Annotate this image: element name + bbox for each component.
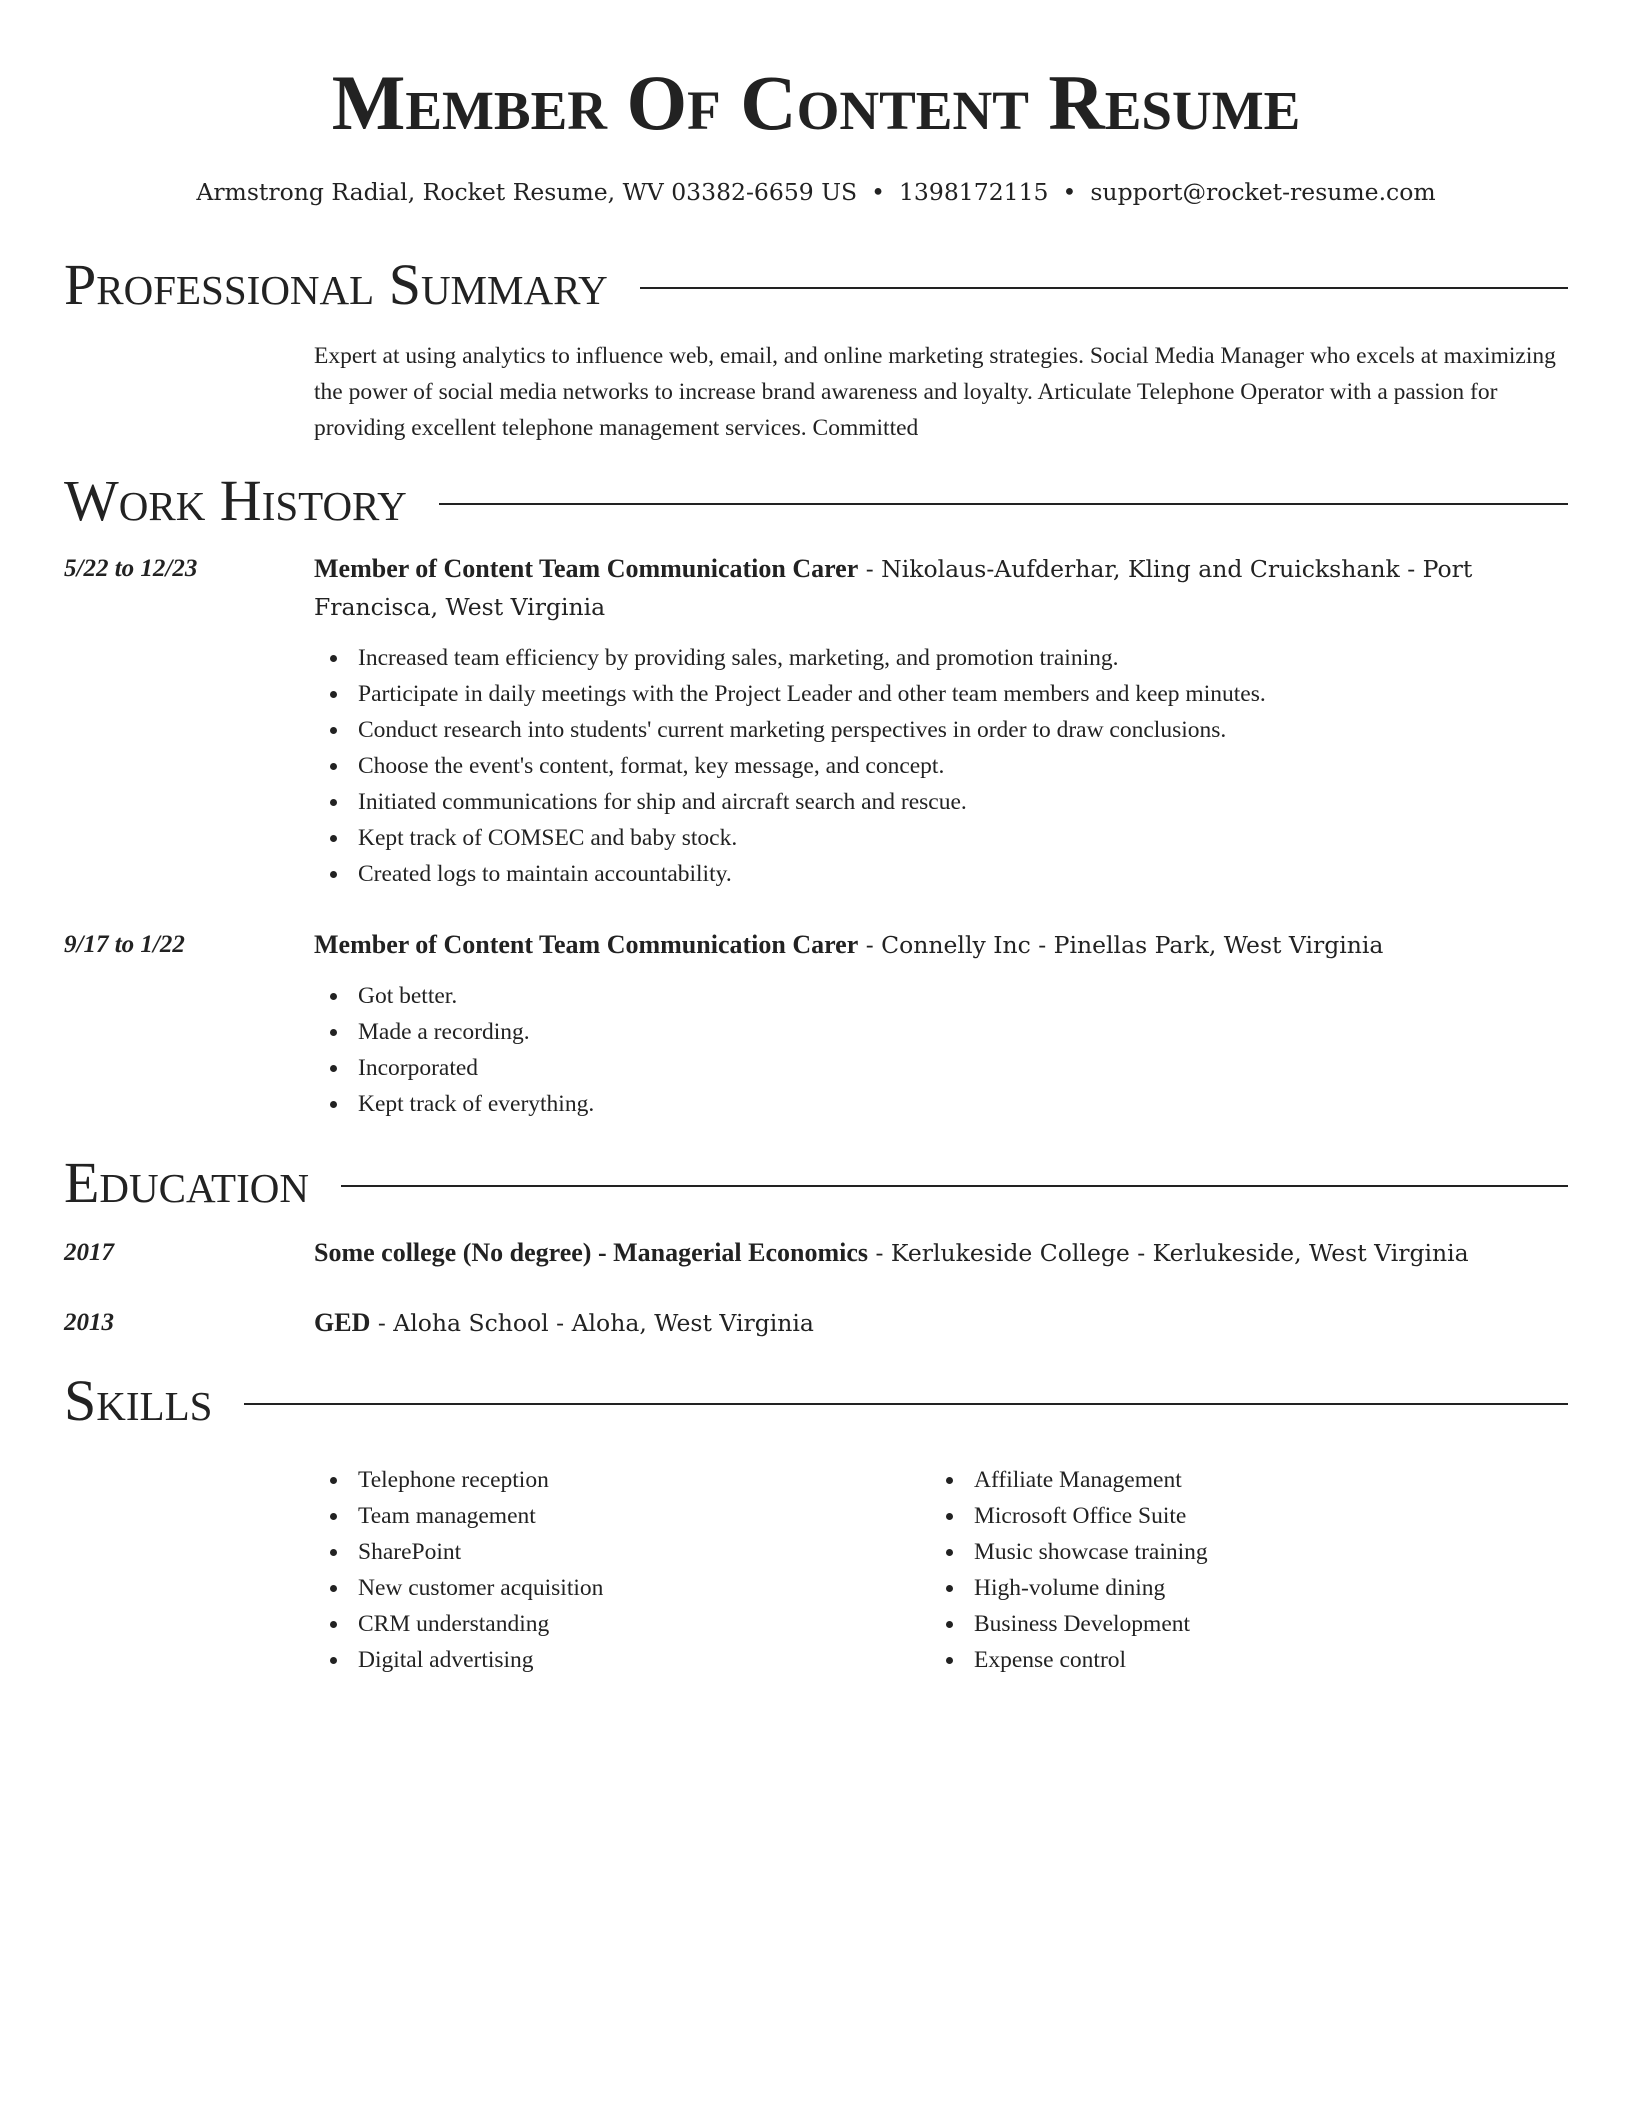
job-bullet: Made a recording. xyxy=(314,1014,1570,1050)
contact-line xyxy=(0,175,1632,209)
job-heading xyxy=(314,926,1570,964)
skill-item: SharePoint xyxy=(314,1534,930,1570)
job-bullets xyxy=(314,978,1570,1122)
skill-item: Telephone reception xyxy=(314,1462,930,1498)
job-title: Member of Content Team Communication Carer xyxy=(314,554,859,583)
job-bullet: Participate in daily meetings with the Project Leader and other team members and keep minutes. xyxy=(314,676,1570,712)
job-dates: 9/17 to 1/22 xyxy=(64,931,185,958)
job-dates: 5/22 to 12/23 xyxy=(64,555,198,582)
job-bullet: Increased team efficiency by providing sales, marketing, and promotion training. xyxy=(314,640,1570,676)
education-heading: Education xyxy=(64,1150,309,1215)
contact-separator: • xyxy=(1062,178,1077,206)
job-bullet: Choose the event's content, format, key message, and concept. xyxy=(314,748,1570,784)
work-section-header xyxy=(64,468,1568,534)
summary-heading: Professional Summary xyxy=(64,252,608,317)
section-divider xyxy=(439,503,1568,505)
job-bullet: Kept track of COMSEC and baby stock. xyxy=(314,820,1570,856)
education-degree: GED xyxy=(314,1308,371,1337)
skills-section-header xyxy=(64,1368,1568,1434)
job-details: - Connelly Inc - Pinellas Park, West Virginia xyxy=(858,931,1384,959)
section-divider xyxy=(244,1403,1568,1405)
job-bullet: Conduct research into students' current marketing perspectives in order to draw conclusions. xyxy=(314,712,1570,748)
job-title: Member of Content Team Communication Carer xyxy=(314,930,859,959)
job-bullet: Got better. xyxy=(314,978,1570,1014)
education-degree: Some college (No degree) - Managerial Economics xyxy=(314,1238,869,1267)
skill-item: CRM understanding xyxy=(314,1606,930,1642)
skill-item: Team management xyxy=(314,1498,930,1534)
education-details: - Kerlukeside College - Kerlukeside, West Virginia xyxy=(868,1239,1469,1267)
education-section-header xyxy=(64,1150,1568,1216)
job-heading xyxy=(314,550,1570,626)
job-bullet: Incorporated xyxy=(314,1050,1570,1086)
contact-email: support@rocket-resume.com xyxy=(1090,178,1436,206)
job-body xyxy=(314,550,1570,892)
job-bullet: Initiated communications for ship and aircraft search and rescue. xyxy=(314,784,1570,820)
contact-address: Armstrong Radial, Rocket Resume, WV 03382-6659 US xyxy=(196,178,858,206)
skill-item: Expense control xyxy=(930,1642,1546,1678)
skill-item: Digital advertising xyxy=(314,1642,930,1678)
education-heading-line xyxy=(314,1304,1570,1342)
summary-text: Expert at using analytics to influence web, email, and online marketing strategies. Social Media Manager who excels at maximizing the power of social media networks to increase brand awareness and loyalty. Articulate Telephone Operator with a passion for providing excellent telephone management services. Committed xyxy=(314,343,1556,441)
skill-item: Affiliate Management xyxy=(930,1462,1546,1498)
education-year: 2017 xyxy=(64,1239,114,1266)
resume-title: Member Of Content Resume xyxy=(331,59,1301,146)
skill-item: Music showcase training xyxy=(930,1534,1546,1570)
summary-section-header xyxy=(64,252,1568,318)
job-bullet: Kept track of everything. xyxy=(314,1086,1570,1122)
skills-heading: Skills xyxy=(64,1368,213,1433)
skill-item: Business Development xyxy=(930,1606,1546,1642)
skills-list xyxy=(314,1462,1570,1678)
skills-column-right xyxy=(930,1462,1546,1678)
skill-item: New customer acquisition xyxy=(314,1570,930,1606)
contact-separator: • xyxy=(871,178,885,206)
job-body xyxy=(314,926,1570,1122)
education-year: 2013 xyxy=(64,1309,114,1336)
contact-phone: 1398172115 xyxy=(898,178,1049,206)
job-bullet: Created logs to maintain accountability. xyxy=(314,856,1570,892)
skill-item: Microsoft Office Suite xyxy=(930,1498,1546,1534)
job-bullets xyxy=(314,640,1570,892)
work-heading: Work History xyxy=(64,468,407,533)
education-details: - Aloha School - Aloha, West Virginia xyxy=(370,1309,814,1337)
education-body xyxy=(314,1304,1570,1342)
education-body xyxy=(314,1234,1570,1272)
education-heading-line xyxy=(314,1234,1570,1272)
section-divider xyxy=(640,287,1568,289)
job-details: - Nikolaus-Aufderhar, Kling and Cruickshank - Port Francisca, West Virginia xyxy=(314,555,1473,621)
skills-column-left xyxy=(314,1462,930,1678)
skill-item: High-volume dining xyxy=(930,1570,1546,1606)
section-divider xyxy=(341,1185,1568,1187)
